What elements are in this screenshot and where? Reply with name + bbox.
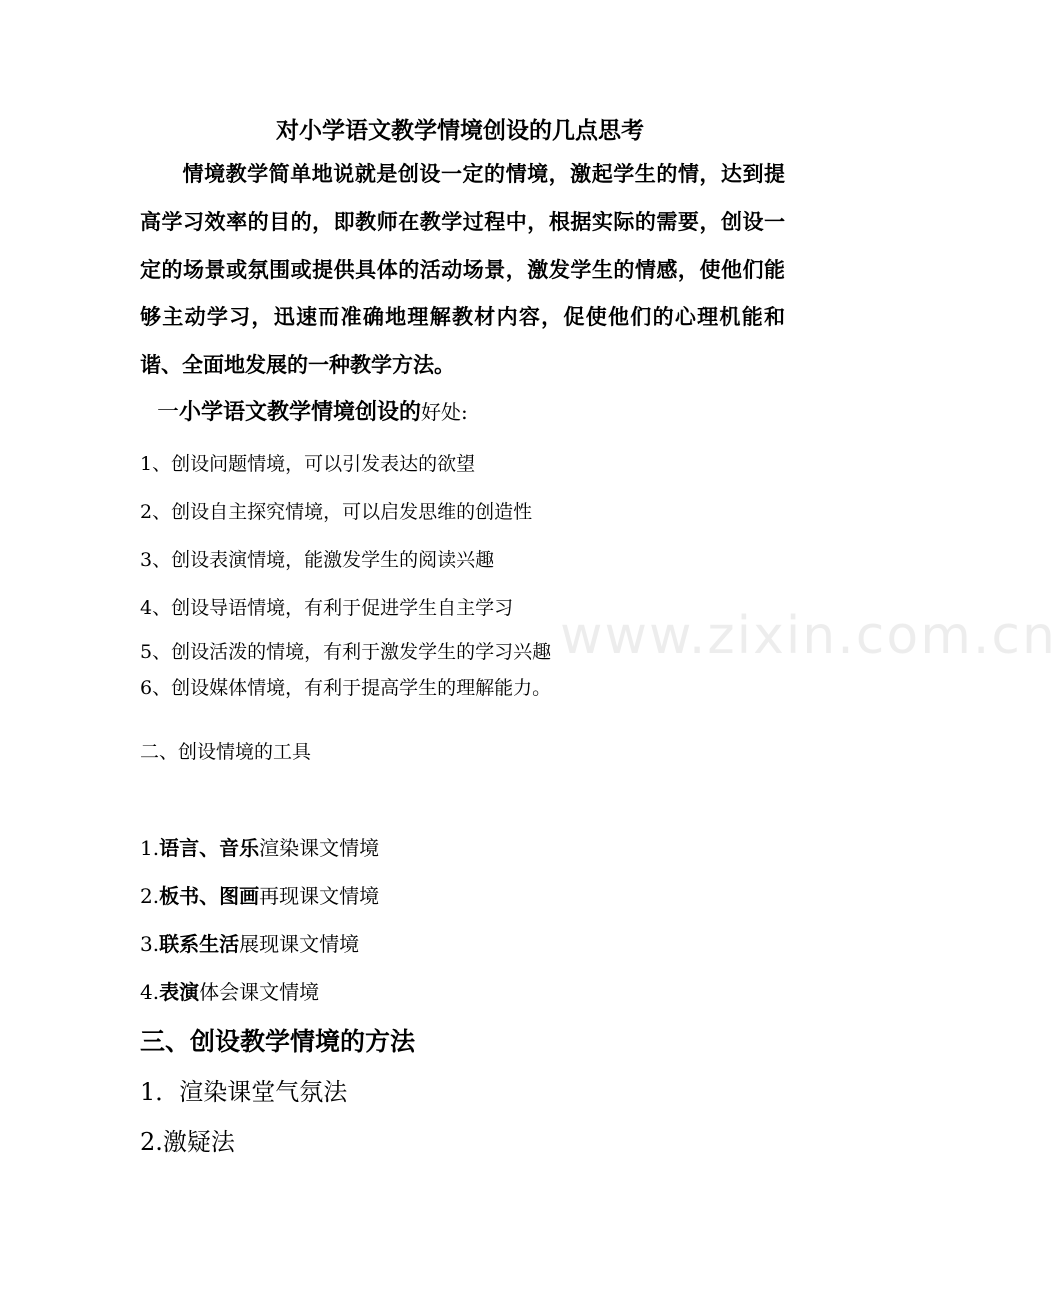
method-item: 2.激疑法 — [140, 1128, 235, 1156]
section1-heading-tail: 好处: — [421, 400, 468, 424]
benefit-item: 2、创设自主探究情境，可以启发思维的创造性 — [140, 501, 533, 523]
intro-paragraph — [140, 150, 785, 389]
benefit-item: 4、创设导语情境，有利于促进学生自主学习 — [140, 597, 514, 619]
section1-heading-bold: 小学语文教学情境创设的 — [179, 399, 422, 425]
tool-bold: 语言、音乐 — [159, 836, 260, 860]
tool-number: 3. — [140, 932, 160, 956]
tool-number: 1. — [140, 836, 160, 860]
tool-item — [140, 832, 379, 861]
tool-item — [140, 928, 359, 957]
tool-number: 4. — [140, 980, 160, 1004]
tool-rest: 体会课文情境 — [199, 980, 320, 1004]
benefit-item: 5、创设活泼的情境，有利于激发学生的学习兴趣 — [140, 641, 552, 663]
section1-prefix: 一 — [157, 400, 180, 425]
tool-rest: 渲染课文情境 — [259, 836, 380, 860]
tool-rest: 展现课文情境 — [239, 932, 360, 956]
watermark: www.zixin.com.cn — [560, 606, 1057, 666]
document-title: 对小学语文教学情境创设的几点思考 — [276, 117, 644, 144]
tool-bold: 表演 — [159, 980, 200, 1004]
tool-bold: 板书、图画 — [159, 884, 260, 908]
tool-item — [140, 976, 319, 1005]
tool-number: 2. — [140, 884, 160, 908]
tool-item — [140, 880, 379, 909]
section2-heading: 二、创设情境的工具 — [140, 741, 312, 763]
tool-bold: 联系生活 — [159, 932, 240, 956]
method-item: 1．渲染课堂气氛法 — [140, 1078, 348, 1106]
tool-rest: 再现课文情境 — [259, 884, 380, 908]
section3-heading: 三、创设教学情境的方法 — [140, 1027, 416, 1056]
benefit-item: 1、创设问题情境，可以引发表达的欲望 — [140, 453, 476, 475]
intro-text: 情境教学简单地说就是创设一定的情境，激起学生的情，达到提高学习效率的目的，即教师在教学过程中，根据实际的需要，创设一定的场景或氛围或提供具体的活动场景，激发学生的情感，使他们能够主动学习，迅速而准确地理解教材内容，促使他们的心理机能和谐、全面地发展的一种教学方法。 — [140, 161, 785, 378]
benefit-item: 6、创设媒体情境，有利于提高学生的理解能力。 — [140, 677, 552, 699]
section1-heading — [157, 395, 468, 426]
benefit-item: 3、创设表演情境，能激发学生的阅读兴趣 — [140, 549, 495, 571]
